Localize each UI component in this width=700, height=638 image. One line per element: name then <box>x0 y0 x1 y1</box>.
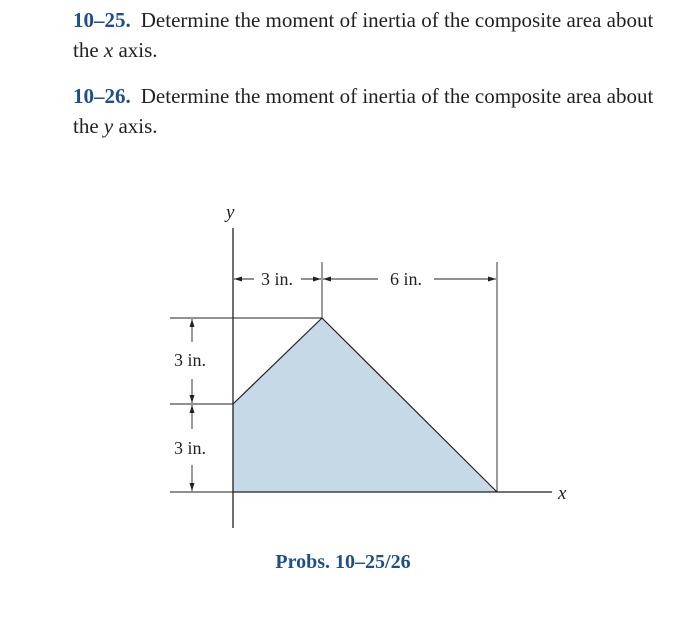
composite-area-shape <box>233 318 497 492</box>
problem-number: 10–26. <box>73 84 131 108</box>
problem-text: Determine the moment of inertia of the composite area about the <box>73 8 654 62</box>
dim-top-right-label: 6 in. <box>389 269 423 289</box>
problem-text-end: axis. <box>113 114 158 138</box>
dim-arrowhead <box>190 405 195 413</box>
dim-arrowhead <box>323 277 331 282</box>
axis-variable: x <box>103 38 114 62</box>
x-axis-label: x <box>558 483 567 504</box>
dim-arrowhead <box>313 277 321 282</box>
problem-number: 10–25. <box>73 8 131 32</box>
dim-top-left-label: 3 in. <box>260 269 294 289</box>
dim-arrowhead <box>190 483 195 491</box>
dim-left-upper-label: 3 in. <box>173 350 207 370</box>
dim-arrowhead <box>190 319 195 327</box>
dim-arrowhead <box>190 395 195 403</box>
y-axis-label: y <box>226 202 235 223</box>
dim-left-lower-label: 3 in. <box>173 438 207 458</box>
dim-arrowhead <box>234 277 242 282</box>
problem-text: Determine the moment of inertia of the composite area about the <box>73 84 654 138</box>
dim-arrowhead <box>488 277 496 282</box>
figure-caption <box>0 551 700 574</box>
problem-text-end: axis. <box>113 38 158 62</box>
caption-text: Probs. 10–25/26 <box>275 551 411 573</box>
axis-variable: y <box>103 114 114 138</box>
